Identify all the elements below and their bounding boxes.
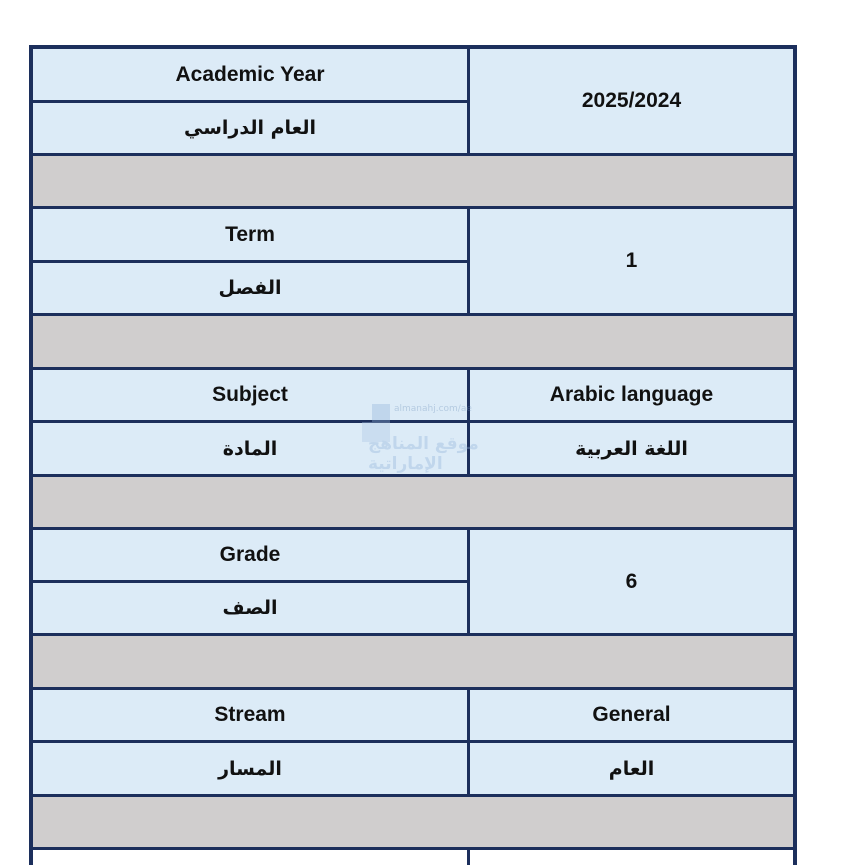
subject-label-en-text: Subject — [212, 383, 288, 406]
term-label-en — [33, 209, 467, 260]
term-label-ar-text: الفصل — [218, 277, 282, 299]
subject-label-ar — [33, 423, 467, 474]
watermark-name: موقع المناهج الإماراتية — [368, 434, 479, 474]
grade-label-en — [33, 530, 467, 580]
column-divider — [467, 370, 470, 474]
academic-year-label-ar-text: العام الدراسي — [183, 117, 317, 139]
stream-label-en — [33, 690, 467, 740]
subject-value-en — [470, 370, 793, 420]
separator-row — [33, 797, 793, 847]
grade-label-en-text: Grade — [219, 543, 281, 566]
next-row-right — [470, 850, 793, 865]
grade-value-text: 6 — [625, 569, 638, 593]
subject-value-en-text: Arabic language — [549, 383, 714, 406]
term-label-ar — [33, 263, 467, 313]
column-divider — [467, 690, 470, 794]
stream-label-en-text: Stream — [214, 703, 286, 726]
grade-value — [470, 530, 793, 633]
academic-year-value-text: 2025/2024 — [581, 89, 682, 112]
subject-value-ar-text: اللغة العربية — [575, 437, 688, 460]
column-divider — [467, 530, 470, 633]
grade-label-ar-text: الصف — [222, 597, 278, 619]
next-row-left — [33, 850, 467, 865]
separator-row — [33, 316, 793, 367]
stream-value-ar-text: العام — [608, 757, 655, 780]
column-divider — [467, 49, 470, 153]
subject-value-ar — [470, 423, 793, 474]
subject-label-ar-text: المادة — [222, 437, 278, 460]
academic-year-label-en-text: Academic Year — [175, 62, 325, 86]
info-table — [29, 45, 797, 865]
stream-value-ar — [470, 743, 793, 794]
grade-label-ar — [33, 583, 467, 633]
stream-label-ar — [33, 743, 467, 794]
separator-row — [33, 636, 793, 687]
stream-value-en-text: General — [592, 703, 671, 726]
separator-row — [33, 477, 793, 527]
academic-year-label-ar — [33, 103, 467, 153]
academic-year-label-en — [33, 49, 467, 100]
stream-label-ar-text: المسار — [218, 757, 282, 780]
term-label-en-text: Term — [225, 222, 275, 246]
term-value-text: 1 — [625, 249, 638, 272]
term-value — [470, 209, 793, 313]
column-divider — [467, 209, 470, 313]
stream-value-en — [470, 690, 793, 740]
separator-row — [33, 156, 793, 206]
watermark-url: almanahj.com/ae — [394, 404, 472, 414]
academic-year-value — [470, 49, 793, 153]
subject-label-en — [33, 370, 467, 420]
